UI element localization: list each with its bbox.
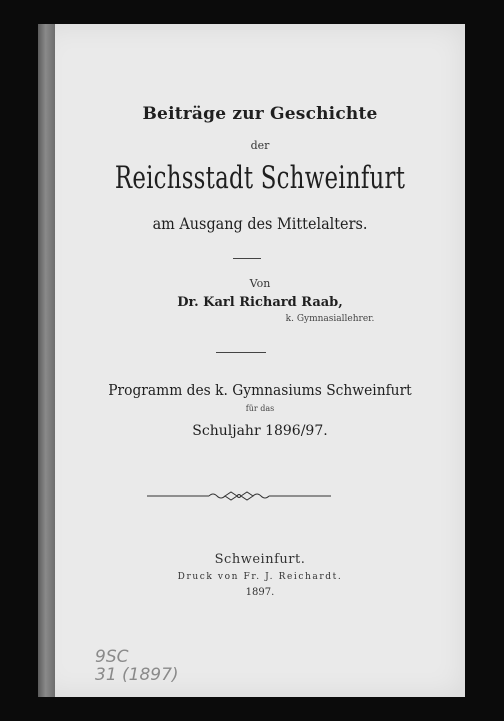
ornament-divider — [147, 489, 331, 503]
divider-rule-2 — [216, 352, 266, 353]
binding-spine — [38, 24, 55, 697]
by-label: Von — [249, 277, 271, 290]
place-of-publication: Schweinfurt. — [214, 552, 306, 567]
main-title: Reichsstadt Schweinfurt — [114, 160, 406, 196]
school-year: Schuljahr 1896/97. — [192, 423, 328, 439]
publication-year: 1897. — [245, 587, 275, 598]
printer-line: Druck von Fr. J. Reichardt. — [177, 572, 343, 582]
author-role: k. Gymnasiallehrer. — [285, 314, 375, 324]
program-for: für das — [245, 404, 275, 413]
shelfmark-line-2: 31 (1897) — [95, 665, 179, 685]
program-title: Programm des k. Gymnasiums Schweinfurt — [108, 381, 412, 399]
subtitle: am Ausgang des Mittelalters. — [152, 214, 368, 233]
divider-rule-1 — [233, 258, 261, 259]
title-line-2: der — [250, 139, 270, 152]
author-name: Dr. Karl Richard Raab, — [177, 295, 343, 310]
shelfmark-line-1: 9SC — [95, 647, 129, 667]
title-line-1: Beiträge zur Geschichte — [142, 104, 378, 124]
handwritten-shelfmark — [95, 648, 179, 684]
